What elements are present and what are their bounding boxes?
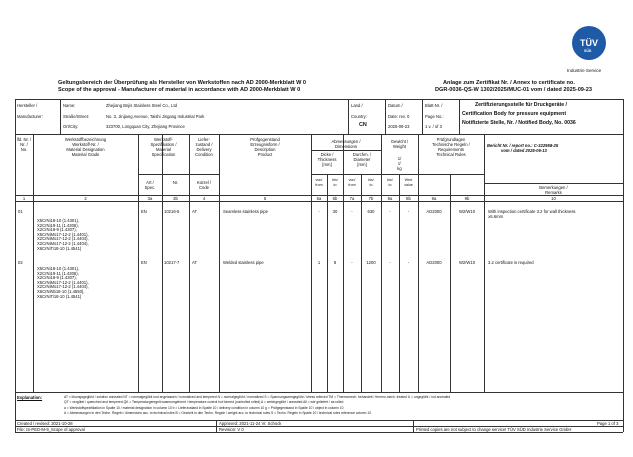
body-en2: Notifizierte Stelle, Nr. / Notified Body, No. 0036 — [462, 120, 576, 126]
report-reference: Bericht Nr. / report no.: C-322958-25 vom / dated 2025-06-13 — [487, 143, 559, 153]
row1-remarks: With inspection certificate 3.2 for wall thickness ≥5.6mm — [488, 209, 576, 219]
col-spec-nr: Nr. — [172, 180, 179, 185]
country-label: Country: — [351, 114, 367, 119]
row1-product: Seamless stainless pipe — [223, 209, 268, 214]
row2-spec: EN — [141, 260, 147, 265]
date-value: 2025-09-23 — [388, 124, 410, 129]
row1-weight-to: - — [389, 209, 391, 214]
annex-line1: Anlage zum Zertifikat Nr. / Annex to certificate no. — [443, 80, 575, 86]
page-of: Page 1 of 3 — [597, 421, 619, 426]
row1-spec: EN — [141, 209, 147, 214]
row1-code: AT — [192, 209, 198, 214]
title-de: Geltungsbereich der Überprüfung als Hersteller von Werkstoffen nach AD 2000-Merkblatt W 0 — [58, 80, 307, 86]
colnum-9b: 9b — [464, 196, 470, 201]
file-name: File: IS-PED-M-9_Scope of approval — [17, 427, 85, 432]
row2-product: Welded stainless pipe — [223, 260, 264, 265]
page-label: Page No.: — [425, 114, 444, 119]
row2-no: 02 — [18, 260, 23, 265]
colnum-3a: 3a — [147, 196, 153, 201]
manufacturer-city: 323700, Longquan City, Zhejiang Province — [106, 124, 185, 129]
col-thickness-header: Dicke / Thickness [mm] — [317, 152, 337, 167]
manufacturer-street: No. 3, Jinjiang Avenue, Taishi Jingang Industrial Park — [106, 114, 205, 119]
row1-dia-to: 630 — [367, 209, 375, 214]
row2-materials: X5CrNi18-10 (1.4301), X2CrNi19-11 (1.4306), X2CrNi18-9 (1.4307), X5CrNiMo17-12-2 (1.4401), X2CrNiMo17-12-2 (1.4404), X6CrNiNb18-10 (1.4550), X6CrNiTi18-10 (1.4541) — [37, 266, 89, 299]
col-spec-art: Art / Spec. — [144, 180, 156, 190]
street-label: Straße/Street: — [63, 114, 90, 119]
col-product-header: Prüfgegenstand Erzeugnisform / Description Product — [250, 137, 280, 157]
row1-thk-from: - — [318, 209, 320, 214]
col-thk-from: von/ from — [315, 178, 323, 187]
page-value: 1 v. / of 3 — [425, 124, 442, 129]
land-label: Land / — [351, 103, 363, 108]
col-weight-value: Wert value — [404, 178, 413, 187]
date-label: Datum / — [388, 103, 403, 108]
row2-remarks: 3.2 certificate is required — [488, 260, 534, 265]
city-label: Ort/City: — [63, 124, 79, 129]
row2-thk-from: 1 — [317, 260, 321, 265]
colnum-4: 4 — [202, 196, 206, 201]
title-en: Scope of the approval - Manufacturer of material in accordance with AD 2000-Merkblatt W 0 — [58, 87, 301, 93]
row2-weight-to: - — [389, 260, 391, 265]
body-en1: Certification Body for pressure equipment — [462, 111, 567, 117]
colnum-3b: 3b — [173, 196, 178, 201]
row1-dia-from: - — [351, 209, 353, 214]
col-delivery-code: Kürzel / Code — [196, 180, 212, 190]
date-rev-label: Date: rev. 0 — [388, 114, 410, 119]
col-rules-header: Prüfgrundlagen Technische Regeln / Requirements Technical Rules — [432, 137, 470, 157]
col-thk-to: bis/ to — [332, 178, 338, 187]
colnum-6b: 6b — [332, 196, 338, 201]
manufacturer-label-de: Hersteller / — [17, 103, 38, 108]
country-value: CN — [359, 122, 367, 128]
row2-rules2: W2/W10 — [458, 260, 476, 265]
colnum-10: 10 — [551, 196, 556, 201]
col-weight-header: Gewicht / Weight — [390, 139, 409, 149]
row2-rules: AD2000 — [426, 260, 442, 265]
col-no-header: lfd. Nr. / Nr. / No. — [16, 137, 32, 152]
revision: Revision: V 0 — [219, 427, 244, 432]
row1-no: 01 — [18, 209, 23, 214]
col-spec-header: Werkstoff- Spezifikation / Material Specification — [150, 137, 177, 157]
colnum-9a: 9a — [431, 196, 437, 201]
col-diameter-header: Durchm. / Diameter [mm] — [352, 152, 372, 167]
row2-thk-to: 8 — [333, 260, 337, 265]
row1-spec-no: 10216-5 — [164, 209, 180, 214]
colnum-7b: 7b — [368, 196, 374, 201]
col-weight-to: bis/ to — [387, 178, 393, 187]
body-de: Zertifizierungsstelle für Druckgeräte / — [475, 102, 567, 108]
row2-code: AT — [192, 260, 198, 265]
colnum-1: 1 — [22, 196, 26, 201]
row2-weight-value: - — [407, 260, 410, 265]
col-dia-from: von/ from — [348, 178, 356, 187]
legend: AT = lösungsgeglüht / solution annealed NT = normalgeglüht und angelassen / normalized and tempered N = normalgeglüht / normalized S = Spannungsarmgeglüht / stress relieved TM = Thermomech. behandelt / thermo-mech. treated U = ungeglüht / not annealed QT = vergütet / quenched and tempered QK = Temperaturgeregelt wasmumgeformt / temperature control hot formed (controlled rolled) A = weichgeglüht / annealed All = wie geliefert / as rolled a = Werkstoffspezifikation in Spalte 10 / material designation in column 10 b = Lieferzustand in Spalte 10 / delivery condition in column 10 g = Prüfgegenstand in Spalte 10 / object in column 10 A = Abmessungen in den Techn. Regeln / dimensions acc. to technical rules B = Gewicht in den Techn. Regeln / weight acc. to technical rules S = Techn. Regeln in Spalte 10 / technical rules reference column 10 — [64, 395, 451, 416]
manufacturer-label-en: Manufacturer: — [17, 114, 43, 119]
row1-thk-to: 30 — [332, 209, 338, 214]
annex-line2: DGR-0036-QS-W 1302/2025/MUC-01 vom / dated 2025-09-23 — [435, 87, 593, 93]
row1-rules2: W2/W10 — [458, 209, 476, 214]
col-dim-header: Abmessungen / Dimensions — [331, 139, 361, 149]
colnum-5: 5 — [263, 196, 267, 201]
approved: Approved: 2021-11-24 Vr. Schock — [219, 421, 282, 426]
col-weight-unit: 1/ t/ kg — [397, 156, 402, 171]
sheet-label: Blatt-Nr. / — [425, 103, 443, 108]
tuv-logo-sub: SÜD — [584, 49, 592, 53]
colnum-7a: 7a — [349, 196, 355, 201]
manufacturer-name: Zhejiang Bnjis Stainless Steel Co., Ltd — [106, 103, 177, 108]
col-dia-to: bis/ to — [368, 178, 374, 187]
colnum-2: 2 — [84, 196, 87, 201]
logo-caption: Industrie Service — [567, 68, 602, 73]
row2-dia-to: 1200 — [366, 260, 376, 265]
row1-materials: X5CrNi18-10 (1.4301), X2CrNi19-11 (1.4306), X2CrNi18-9 (1.4307), X5CrNiMo17-12-2 (1.4401), X2CrNiMo17-12-2 (1.4404), X2CrNiMo17-12-2 (1.4404), X6CrNiTi18-10 (1.4541) — [37, 218, 89, 251]
col-remarks-header: Bemerkungen / Remarks — [539, 185, 568, 195]
colnum-8a: 8a — [387, 196, 393, 201]
tuv-logo — [572, 26, 606, 60]
tuv-logo-text: TÜV — [580, 38, 598, 48]
created-revised: Created / revised: 2021-10-28 — [17, 421, 73, 426]
col-material-header: Werkstoffbezeichnung Werkstoff-Nr. / Material Designation Material Grade — [64, 137, 107, 157]
name-label: Name: — [63, 103, 76, 108]
row2-dia-from: - — [351, 260, 353, 265]
col-delivery-header: Liefer- zustand / Delivery Condition — [195, 137, 213, 157]
colnum-8b: 8b — [406, 196, 411, 201]
colnum-6a: 6a — [316, 196, 322, 201]
row2-spec-no: 10217-7 — [164, 260, 180, 265]
printed-note: Printed copies are not subject to change service! TÜV SÜD Industrie Service GmbH — [416, 427, 572, 432]
row1-weight-value: - — [407, 209, 410, 214]
explanation-label: Explanation: — [17, 395, 43, 400]
row1-rules: AD2000 — [426, 209, 442, 214]
